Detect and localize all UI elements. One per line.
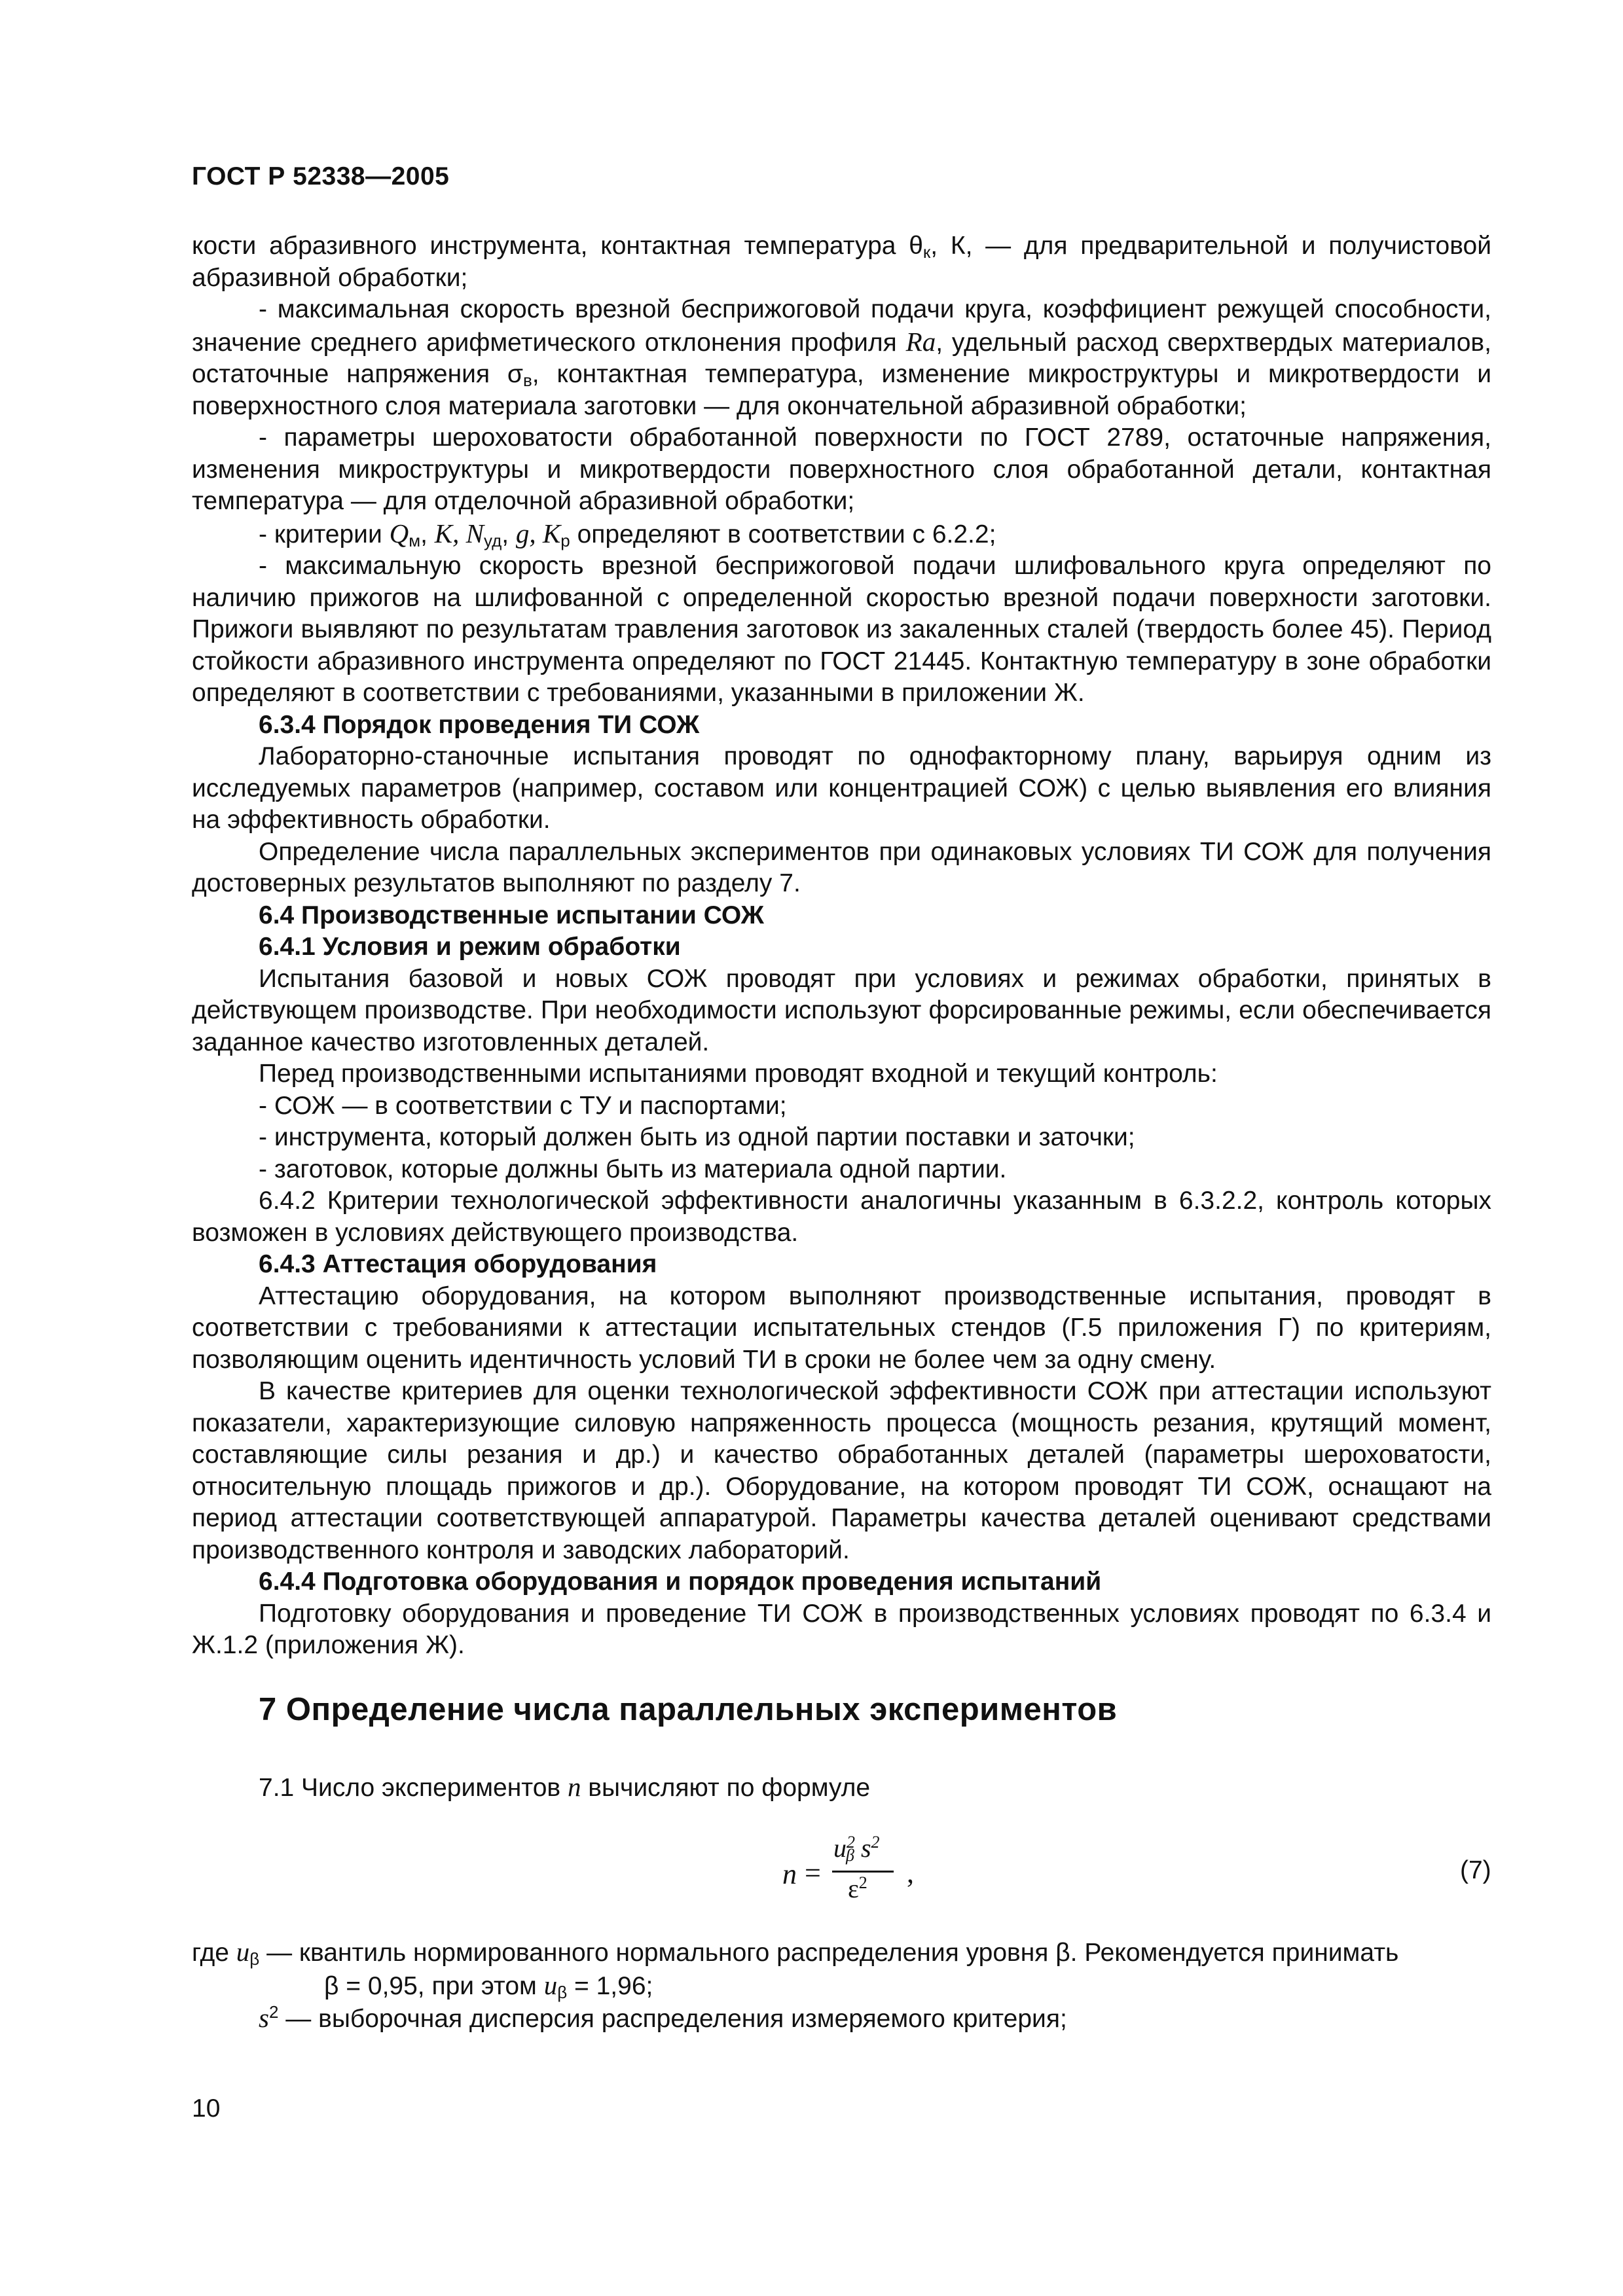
subscript: к <box>922 242 931 262</box>
text-run: , К, — для предварительной и получистовой абразивной обработки; <box>192 232 1491 292</box>
superscript: 2 <box>847 1833 855 1852</box>
superscript: 2 <box>858 1873 867 1892</box>
document-header: ГОСТ Р 52338—2005 <box>192 162 450 190</box>
text-run: = 1,96; <box>567 1971 653 2000</box>
legend-line <box>192 2002 1491 2036</box>
formula-u: u <box>833 1833 847 1863</box>
symbol-k-n: K, N <box>434 518 484 548</box>
legend-line <box>192 1936 1491 1969</box>
subsection-heading: 6.4.1 Условия и режим обработки <box>259 933 681 961</box>
subsection-heading: 6.4.4 Подготовка оборудования и порядок проведения испытаний <box>259 1568 1102 1596</box>
page-number: 10 <box>192 2094 221 2123</box>
symbol-q: Q <box>389 518 409 548</box>
text-run: , удельный расход сверхтвердых материалов, остаточные напряжения σ <box>192 328 1491 388</box>
formula-denominator <box>848 1873 867 1904</box>
legend-line <box>192 1969 1491 2003</box>
formula <box>782 1833 926 1905</box>
paragraph: - максимальную скорость врезной бесприжоговой подачи шлифовального круга определяют по наличию прижогов на шлифованной с определенной скоростью врезной подачи поверхности заготовки. Прижоги выявляют по результатам травления заготовок из закаленных сталей (твердость более 45). Период стойкости абразивного инструмента определяют по ГОСТ 21445. Контактную температуру в зоне обработки определяют в соответствии с требованиями, указанными в приложении Ж. <box>192 552 1491 707</box>
text-run: - максимальная скорость врезной бесприжоговой подачи круга, коэффициент режущей способности, значение среднего арифметического отклонения профиля <box>192 295 1491 357</box>
subscript: β <box>557 1982 568 2002</box>
list-item: - заготовок, которые должны быть из материала одной партии. <box>259 1155 1007 1183</box>
text-run: — квантиль нормированного нормального распределения уровня β. Рекомендуется принимать <box>259 1939 1399 1967</box>
subscript: м <box>409 530 421 550</box>
paragraph: Подготовку оборудования и проведение ТИ СОЖ в производственных условиях проводят по 6.3.4 и Ж.1.2 (приложения Ж). <box>192 1599 1491 1659</box>
subscript: в <box>522 370 532 390</box>
superscript: 2 <box>268 2002 279 2022</box>
subsection-heading: 6.4 Производственные испытании СОЖ <box>259 901 764 929</box>
paragraph: - параметры шероховатости обработанной поверхности по ГОСТ 2789, остаточные напряжения, изменения микроструктуры и микротвердости поверхностного слоя обработанной детали, контактная температура — для отделочной абразивной обработки; <box>192 423 1491 515</box>
paragraph: 6.4.2 Критерии технологической эффективности аналогичны указанным в 6.3.2.2, контроль которых возможен в условиях действующего производства. <box>192 1187 1491 1247</box>
subscript: β <box>846 1846 854 1865</box>
paragraph: - критерии $Q_м$, K, $N_{уд}$, g, $K_р$ определяют в соответствии с 6.2.2; <box>259 518 996 550</box>
subscript: уд <box>483 530 502 550</box>
paragraph: Испытания базовой и новых СОЖ проводят при условиях и режимах обработки, принятых в действующем производстве. При необходимости используют форсированные режимы, если обеспечивается заданное качество изготовленных деталей. <box>192 964 1491 1056</box>
body-text <box>192 230 1491 1662</box>
equation-number: (7) <box>1460 1856 1491 1884</box>
symbol-g-k: g, K <box>515 518 561 548</box>
formula-lhs: n <box>782 1858 797 1890</box>
text-run: 7.1 Число экспериментов <box>259 1774 568 1802</box>
formula-legend <box>192 1936 1491 2036</box>
list-item: - инструмента, который должен быть из одной партии поставки и заточки; <box>259 1123 1135 1151</box>
subscript: β <box>249 1949 260 1969</box>
formula-s: s <box>854 1833 871 1863</box>
superscript: 2 <box>871 1833 880 1852</box>
paragraph: Определение числа параллельных экспериментов при одинаковых условиях ТИ СОЖ для получения достоверных результатов выполняют по разделу 7. <box>192 837 1491 897</box>
symbol-u: u <box>236 1937 250 1967</box>
formula-epsilon: ε <box>848 1874 859 1903</box>
subscript: р <box>560 530 570 550</box>
text-run: — выборочная дисперсия распределения измеряемого критерия; <box>278 2005 1067 2033</box>
symbol-s: s <box>259 2003 269 2033</box>
section-heading: 7 Определение числа параллельных экспериментов <box>259 1692 1118 1727</box>
text-run: определяют в соответствии с 6.2.2; <box>570 520 996 548</box>
list-item: - СОЖ — в соответствии с ТУ и паспортами; <box>259 1091 787 1120</box>
paragraph: Лабораторно-станочные испытания проводят по однофакторному плану, варьируя одним из исследуемых параметров (например, составом или концентрацией СОЖ) с целью выявления его влияния на эффективность обработки. <box>192 742 1491 834</box>
formula-numerator <box>833 1833 880 1863</box>
text-run: β = 0,95, при этом <box>324 1971 544 2000</box>
symbol-u: u <box>543 1969 558 2000</box>
text-run: , контактная температура, изменение микроструктуры и микротвердости и поверхностного слоя материала заготовки — для окончательной абразивной обработки; <box>192 360 1491 420</box>
subsection-heading: 6.4.3 Аттестация оборудования <box>259 1250 657 1278</box>
fraction-bar <box>832 1871 894 1873</box>
subsection-heading: 6.3.4 Порядок проведения ТИ СОЖ <box>259 710 700 739</box>
formula-equals: = <box>805 1857 821 1889</box>
paragraph <box>192 294 1491 422</box>
paragraph <box>192 230 1491 294</box>
paragraph <box>259 1771 870 1803</box>
text-run: где <box>192 1939 236 1967</box>
formula-comma: , <box>907 1857 914 1889</box>
paragraph: Аттестацию оборудования, на котором выполняют производственные испытания, проводят в соответствии с требованиями к аттестации испытательных стендов (Г.5 приложения Г) по критериям, позволяющим оценить идентичность условий ТИ в сроки не более чем за одну смену. <box>192 1282 1491 1374</box>
text-run: - критерии <box>259 520 390 548</box>
symbol-ra: Ra <box>905 326 936 357</box>
symbol-n: n <box>567 1772 581 1802</box>
text-run: кости абразивного инструмента, контактная температура θ <box>192 232 923 260</box>
text-run: вычисляют по формуле <box>581 1774 871 1802</box>
paragraph: Перед производственными испытаниями проводят входной и текущий контроль: <box>259 1060 1218 1088</box>
paragraph: В качестве критериев для оценки технологической эффективности СОЖ при аттестации используют показатели, характеризующие силовую напряженность процесса (мощность резания, крутящий момент, составляющие силы резания и др.) и качество обработанных деталей (параметры шероховатости, относительную площадь прижогов и др.). Оборудование, на котором проводят ТИ СОЖ, оснащают на период аттестации соответствующей аппаратурой. Параметры качества деталей оценивают средствами производственного контроля и заводских лабораторий. <box>192 1377 1491 1564</box>
